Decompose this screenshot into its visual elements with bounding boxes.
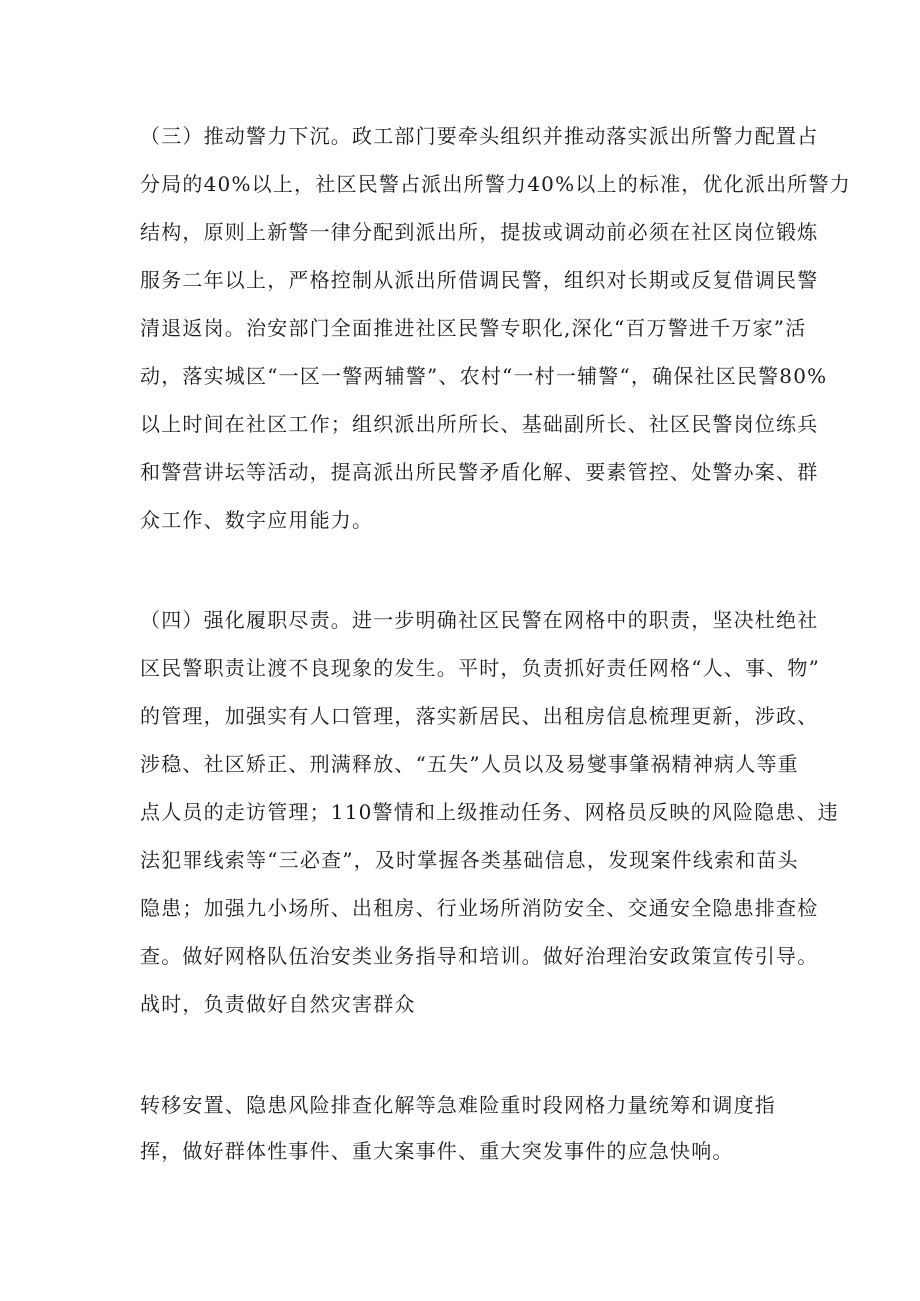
text-line: 结构，原则上新警一律分配到派出所，提拔或调动前必须在社区岗位锻炼	[140, 220, 819, 244]
text-line: 隐患；加强九小场所、出租房、行业场所消防安全、交通安全隐患排查检	[140, 896, 819, 920]
text-line: 服务二年以上，严格控制从派出所借调民警，组织对长期或反复借调民警	[140, 268, 819, 292]
text-line: 挥，做好群体性事件、重大案事件、重大突发事件的应急快响。	[140, 1139, 734, 1163]
text-line: 战时，负责做好自然灾害群众	[140, 992, 416, 1016]
text-line: 众工作、数字应用能力。	[140, 508, 374, 532]
paragraph-section-3	[140, 112, 851, 544]
text-line: 点人员的走访管理；110警情和上级推动任务、网格员反映的风险隐患、违	[140, 800, 839, 824]
paragraph-section-4-continued	[140, 1082, 800, 1174]
text-line: 转移安置、隐患风险排查化解等急难险重时段网格力量统筹和调度指	[140, 1093, 776, 1117]
text-line: 法犯罪线索等“三必查”，及时掌握各类基础信息，发现案件线索和苗头	[140, 848, 799, 872]
text-line: 分局的40%以上，社区民警占派出所警力40%以上的标准，优化派出所警力	[140, 172, 851, 196]
text-line: 以上时间在社区工作；组织派出所所长、基础副所长、社区民警岗位练兵	[140, 412, 819, 436]
text-line: （三）推动警力下沉。政工部门要牵头组织并推动落实派出所警力配置占	[140, 124, 819, 148]
text-line: 的管理，加强实有人口管理，落实新居民、出租房信息梳理更新，涉政、	[140, 704, 819, 728]
paragraph-section-4	[140, 596, 839, 1028]
text-line: 动，落实城区“一区一警两辅警”、农村“一村一辅警“，确保社区民警80%	[140, 364, 828, 388]
text-line: 区民警职责让渡不良现象的发生。平时，负责抓好责任网格“人、事、物”	[140, 656, 821, 680]
text-line: 和警营讲坛等活动，提高派出所民警矛盾化解、要素管控、处警办案、群	[140, 460, 819, 484]
text-line: 清退返岗。治安部门全面推进社区民警专职化,深化“百万警进千万家”活	[140, 316, 807, 340]
text-line: 查。做好网格队伍治安类业务指导和培训。做好治理治安政策宣传引导。	[140, 944, 819, 968]
text-line: （四）强化履职尽责。进一步明确社区民警在网格中的职责，坚决杜绝社	[140, 608, 819, 632]
text-line: 涉稳、社区矫正、刑满释放、“五失”人员以及易燮事肇祸精神病人等重	[140, 752, 799, 776]
